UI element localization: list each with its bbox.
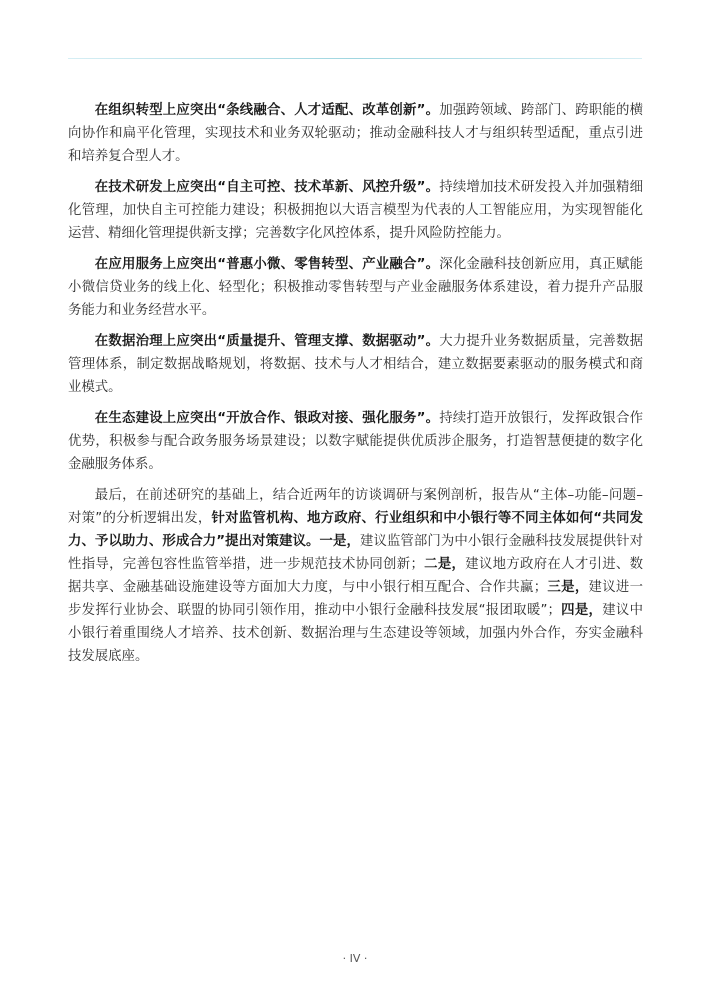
text-run: 建议中小银行着重围绕人才培养、技术创新、数据治理与生态建设等领域，加强内外合作，夯实金融科技发展底座。 [68, 603, 644, 664]
text-run: 最后，在前述研究的基础上，结合近两年的访谈调研与案例剖析，报告从“主体–功能–问题–对策”的分析逻辑出发， [68, 488, 643, 526]
page-number: · IV · [342, 952, 368, 965]
paragraph [68, 99, 643, 168]
paragraph [68, 484, 643, 668]
text-run: 建议进一步发挥行业协会、联盟的协同引领作用，推动中小银行金融科技发展“报团取暖”； [68, 580, 644, 618]
paragraph [68, 330, 643, 399]
bold-run: 在数据治理上应突出“质量提升、管理支撑、数据驱动”。 [94, 334, 440, 349]
text-run: 深化金融科技创新应用，真正赋能小微信贷业务的线上化、轻型化；积极推动零售转型与产业金融服务体系建设，着力提升产品服务能力和业务经营水平。 [68, 257, 644, 318]
paragraph [68, 253, 643, 322]
bold-run: 三是， [547, 580, 589, 595]
body-text [68, 99, 643, 676]
bold-run: 在生态建设上应突出“开放合作、银政对接、强化服务”。 [94, 411, 440, 426]
text-run: 建议监管部门为中小银行金融科技发展提供针对性指导，完善包容性监管举措，进一步规范技术协同创新； [68, 534, 643, 572]
bold-run: 在应用服务上应突出“普惠小微、零售转型、产业融合”。 [94, 257, 440, 272]
bold-run: 在技术研发上应突出“自主可控、技术革新、风控升级”。 [94, 180, 440, 195]
paragraph [68, 176, 643, 245]
text-run: 加强跨领域、跨部门、跨职能的横向协作和扁平化管理，实现技术和业务双轮驱动；推动金融科技人才与组织转型适配，重点引进和培养复合型人才。 [68, 103, 644, 164]
header-rule [68, 58, 642, 59]
bold-run: 四是， [560, 603, 603, 618]
text-run: 持续打造开放银行，发挥政银合作优势，积极参与配合政务服务场景建设；以数字赋能提供优质涉企服务，打造智慧便捷的数字化金融服务体系。 [68, 411, 644, 472]
text-run: 持续增加技术研发投入并加强精细化管理，加快自主可控能力建设；积极拥抱以大语言模型为代表的人工智能应用，为实现智能化运营、精细化管理提供新支撑；完善数字化风控体系，提升风险防控能力。 [68, 180, 644, 241]
text-run: 建议地方政府在人才引进、数据共享、金融基础设施建设等方面加大力度，与中小银行相互配合、合作共赢； [68, 557, 644, 595]
bold-run: 在组织转型上应突出“条线融合、人才适配、改革创新”。 [94, 103, 440, 118]
bold-run: 二是， [423, 557, 466, 572]
text-run: 大力提升业务数据质量，完善数据管理体系，制定数据战略规划，将数据、技术与人才相结合，建立数据要素驱动的服务模式和商业模式。 [68, 334, 644, 395]
bold-run: 针对监管机构、地方政府、行业组织和中小银行等不同主体如何“共同发力、予以助力、形成合力”提出对策建议。一是， [68, 511, 643, 549]
paragraph [68, 407, 643, 476]
